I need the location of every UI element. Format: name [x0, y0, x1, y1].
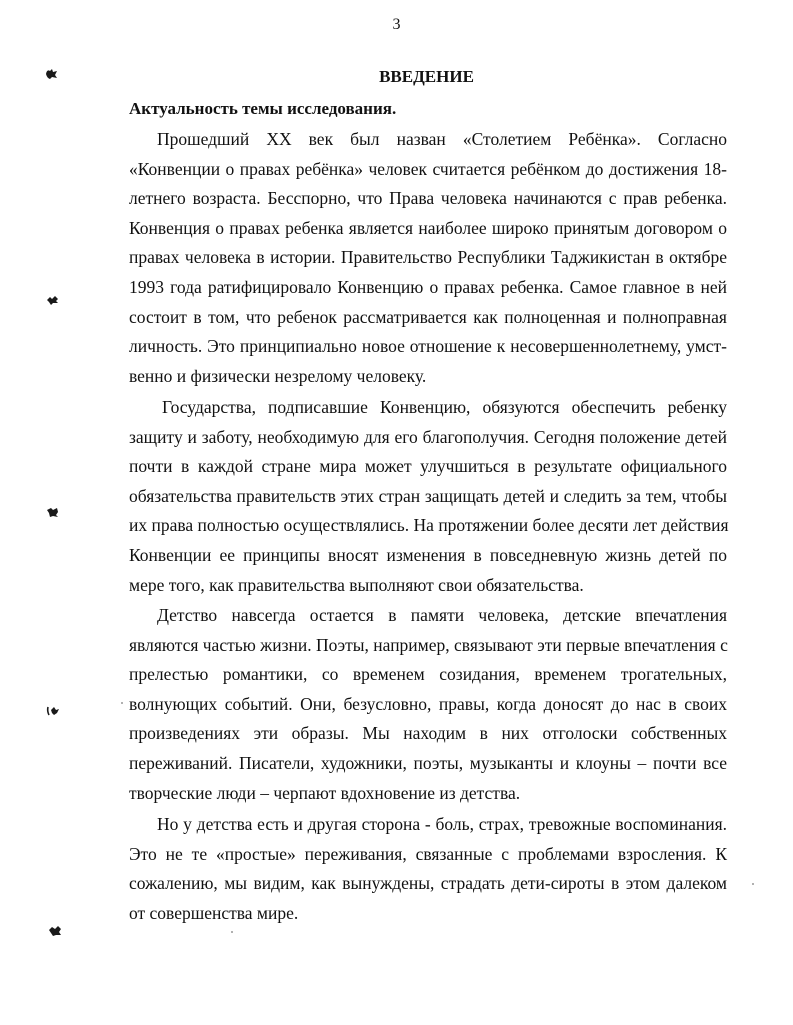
text-line: являются частью жизни. Поэты, например, связывают эти первые впечатления с: [129, 634, 728, 655]
text-line: Детство навсегда остается в памяти человека, детские впечатления: [157, 605, 727, 625]
text-line: Конвенция о правах ребенка является наиболее широко принятым договором о: [129, 217, 727, 238]
binding-mark-icon: [46, 294, 60, 306]
page-number: 3: [392, 16, 401, 33]
paragraph-3: [129, 601, 727, 808]
text-line: их права полностью осуществлялись. На протяжении более десяти лет действия: [129, 515, 729, 536]
text-line: «Конвенции о правах ребёнка» человек считается ребёнком до достижения 18-: [129, 158, 727, 179]
text-line: от совершенства мире.: [129, 902, 299, 923]
binding-mark-icon: [46, 506, 60, 518]
text-line: сожалению, мы видим, как вынуждены, страдать дети-сироты в этом далеком: [129, 873, 727, 894]
paragraph-1: [129, 125, 727, 391]
text-line: состоит в том, что ребенок рассматривается как полноценная и полноправная: [129, 306, 727, 327]
text-line: обязательства правительств этих стран защищать детей и следить за тем, чтобы: [129, 485, 727, 506]
scan-speck: [752, 883, 754, 885]
binding-mark-icon: [48, 925, 62, 937]
text-line: волнующих событий. Они, безусловно, правы, когда доносят до нас в своих: [129, 693, 727, 714]
page-heading: ВВЕДЕНИЕ: [379, 67, 474, 86]
text-line: венно и физически незрелому человеку.: [129, 365, 427, 386]
text-line: почти в каждой стране мира может улучшиться в результате официального: [129, 456, 727, 477]
text-line: 1993 года ратифицировало Конвенцию о правах ребенка. Самое главное в ней: [129, 276, 727, 297]
text-line: произведениях эти образы. Мы находим в них отголоски собственных: [129, 723, 727, 744]
text-line: прелестью романтики, со временем созидания, временем трогательных,: [129, 664, 727, 685]
text-line: защиту и заботу, необходимую для его благополучия. Сегодня положение детей: [129, 426, 727, 447]
text-line: Это не те «простые» переживания, связанные с проблемами взросления. К: [129, 843, 727, 864]
binding-mark-icon: [44, 68, 58, 80]
text-line: правах человека в истории. Правительство Республики Таджикистан в октябре: [129, 247, 727, 268]
section-subheading: Актуальность темы исследования.: [129, 99, 397, 118]
text-line: творческие люди – черпают вдохновение из детства.: [129, 782, 521, 803]
text-line: летнего возраста. Бесспорно, что Права человека начинаются с прав ребенка.: [129, 188, 727, 209]
scan-speck: [231, 931, 233, 933]
text-line: мере того, как правительства выполняют свои обязательства.: [129, 574, 584, 595]
text-line: переживаний. Писатели, художники, поэты, музыканты и клоуны – почти все: [129, 752, 727, 773]
scan-speck: [121, 702, 123, 704]
binding-mark-icon: [46, 705, 60, 717]
text-line: Государства, подписавшие Конвенцию, обязуются обеспечить ребенку: [162, 397, 727, 417]
text-line: Но у детства есть и другая сторона - боль, страх, тревожные воспоминания.: [157, 814, 727, 834]
paragraph-4: [129, 810, 727, 928]
text-line: личность. Это принципиально новое отношение к несовершеннолетнему, умст-: [129, 336, 727, 357]
text-line: Прошедший XX век был назван «Столетием Ребёнка». Согласно: [157, 129, 727, 149]
paragraph-2: [129, 393, 727, 600]
text-line: Конвенции ее принципы вносят изменения в повседневную жизнь детей по: [129, 544, 727, 565]
